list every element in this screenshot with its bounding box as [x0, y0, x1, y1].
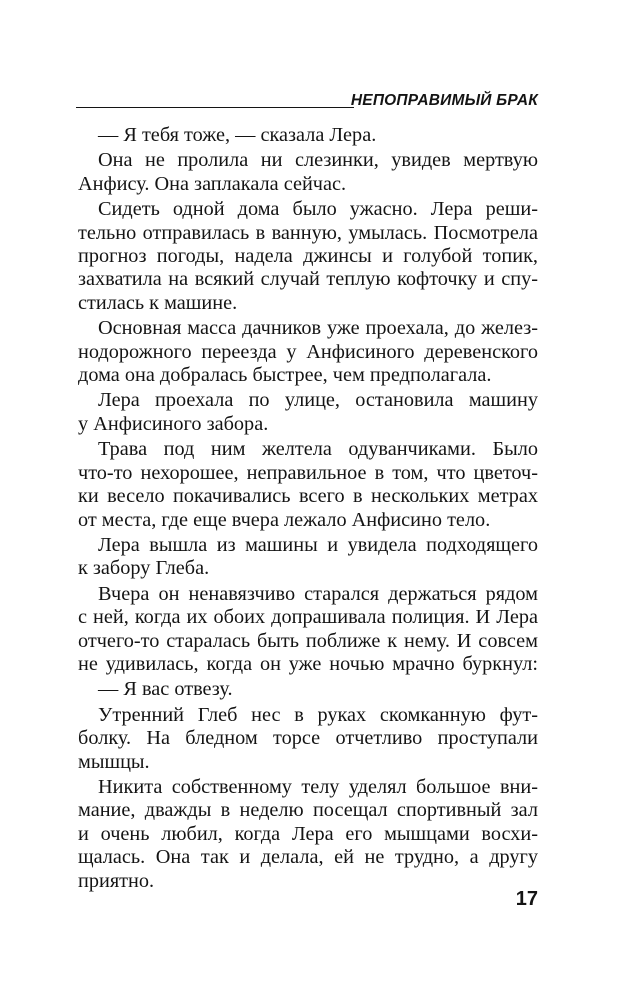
- text-line: дома она добралась быстрее, чем предполагала.: [78, 364, 492, 387]
- text-line: — Я вас отвезу.: [98, 678, 233, 701]
- header-title: НЕПОПРАВИМЫЙ БРАК: [350, 92, 538, 109]
- text-line: Лера проехала по улице, остановила машину: [98, 389, 538, 412]
- text-line: не удивилась, когда он уже ночью мрачно буркнул:: [78, 652, 538, 675]
- paragraph-1: [78, 124, 538, 147]
- text-line: ки весело покачивались всего в нескольких метрах: [78, 485, 538, 508]
- text-line: что-то нехорошее, неправильное в том, что цветоч-: [78, 461, 538, 484]
- paragraph-4: [78, 317, 538, 387]
- paragraph-11: [78, 776, 538, 893]
- text-line: приятно.: [78, 869, 155, 892]
- text-line: стилась к машине.: [78, 291, 238, 314]
- paragraph-3: [78, 198, 538, 315]
- text-line: у Анфисиного забора.: [78, 412, 269, 435]
- body-text: [78, 124, 538, 895]
- running-header: [76, 86, 538, 110]
- text-line: Никита собственному телу уделял большое вни-: [98, 775, 538, 798]
- text-line: мание, дважды в неделю посещал спортивный зал: [78, 799, 538, 822]
- text-line: и очень любил, когда Лера его мышцами восхи-: [78, 822, 538, 845]
- paragraph-8: [78, 583, 538, 677]
- text-line: к забору Глеба.: [78, 557, 210, 580]
- text-line: Основная масса дачников уже проехала, до желез-: [98, 317, 538, 340]
- text-line: Анфису. Она заплакала сейчас.: [78, 172, 347, 195]
- paragraph-7: [78, 534, 538, 581]
- text-line: болку. На бледном торсе отчетливо проступали: [78, 727, 538, 750]
- text-line: с ней, когда их обоих допрашивала полиция. И Лера: [78, 606, 538, 629]
- page-number: 17: [515, 888, 538, 910]
- text-line: Лера вышла из машины и увидела подходящего: [98, 533, 538, 556]
- text-line: нодорожного переезда у Анфисиного деревенского: [78, 340, 538, 363]
- paragraph-2: [78, 149, 538, 196]
- text-line: Сидеть одной дома было ужасно. Лера реши-: [98, 198, 538, 221]
- text-line: прогноз погоды, надела джинсы и голубой топик,: [78, 245, 538, 268]
- text-line: Трава под ним желтела одуванчиками. Было: [98, 438, 538, 461]
- text-line: — Я тебя тоже, — сказала Лера.: [98, 124, 377, 146]
- paragraph-6: [78, 438, 538, 532]
- text-line: тельно отправилась в ванную, умылась. Посмотрела: [78, 221, 538, 244]
- text-line: от места, где еще вчера лежало Анфисино тело.: [78, 508, 491, 531]
- text-line: щалась. Она так и делала, ей не трудно, а другу: [78, 846, 538, 869]
- paragraph-10: [78, 704, 538, 774]
- text-line: захватила на всякий случай теплую кофточку и спу-: [78, 268, 538, 291]
- header-rule: [76, 107, 354, 108]
- text-line: отчего-то старалась быть поближе к нему. И совсем: [78, 629, 538, 652]
- text-line: Она не пролила ни слезинки, увидев мертвую: [98, 149, 538, 172]
- paragraph-9: [78, 678, 538, 701]
- paragraph-5: [78, 389, 538, 436]
- text-line: мышцы.: [78, 750, 150, 773]
- text-line: Утренний Глеб нес в руках скомканную фут-: [98, 703, 538, 726]
- text-line: Вчера он ненавязчиво старался держаться рядом: [98, 582, 538, 605]
